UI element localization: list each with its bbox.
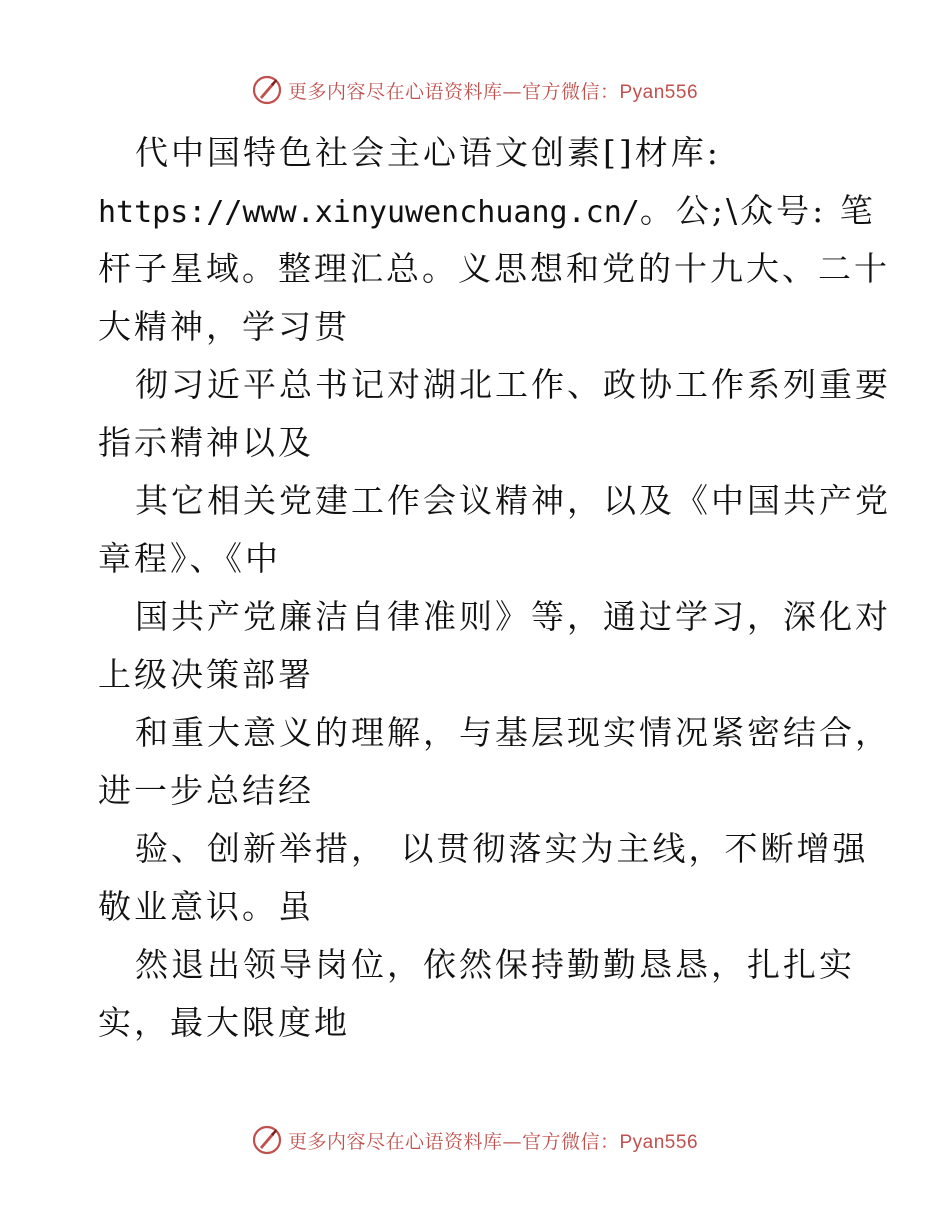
- banner-brand: Pyan556: [619, 1131, 699, 1153]
- text-line: 和重大意义的理解，与基层现实情况紧密结合，: [135, 713, 891, 752]
- text-line: 验、创新举措， 以贯彻落实为主线，不断增强: [135, 829, 869, 868]
- text-line: 然退出领导岗位，依然保持勤勤恳恳，扎扎实: [135, 945, 855, 984]
- text-line: 代中国特色社会主心语文创素[]材库:: [135, 133, 721, 172]
- text-line: 实，最大限度地: [98, 1003, 350, 1042]
- quill-logo-icon: [252, 1125, 282, 1155]
- text-line: [98, 182, 876, 240]
- header-banner: [0, 70, 950, 110]
- website-url: https://www.xinyuwenchuang.cn/: [98, 195, 640, 230]
- quill-logo-icon: [252, 75, 282, 105]
- text-line: 指示精神以及: [98, 423, 314, 462]
- banner-text: 更多内容尽在心语资料库—官方微信：Pyan556: [287, 1130, 699, 1153]
- document-body: [98, 124, 891, 1052]
- banner-brand: Pyan556: [619, 81, 699, 103]
- text-line: 其它相关党建工作会议精神，以及《中国共产党: [135, 481, 891, 520]
- text-line: 大精神，学习贯: [98, 307, 350, 346]
- banner-text: 更多内容尽在心语资料库—官方微信：Pyan556: [287, 80, 699, 103]
- footer-banner: [0, 1120, 950, 1160]
- text-line: 进一步总结经: [98, 771, 314, 810]
- text-line: 上级决策部署: [98, 655, 314, 694]
- text-line: 敬业意识。虽: [98, 887, 314, 926]
- text-line-tail: 。公;\众号: 笔: [639, 191, 876, 230]
- text-line: 彻习近平总书记对湖北工作、政协工作系列重要: [135, 365, 891, 404]
- text-line: 杆子星域。整理汇总。义思想和党的十九大、二十: [98, 249, 890, 288]
- text-line: 章程》、《中: [98, 539, 281, 578]
- text-line: 国共产党廉洁自律准则》等，通过学习，深化对: [135, 597, 891, 636]
